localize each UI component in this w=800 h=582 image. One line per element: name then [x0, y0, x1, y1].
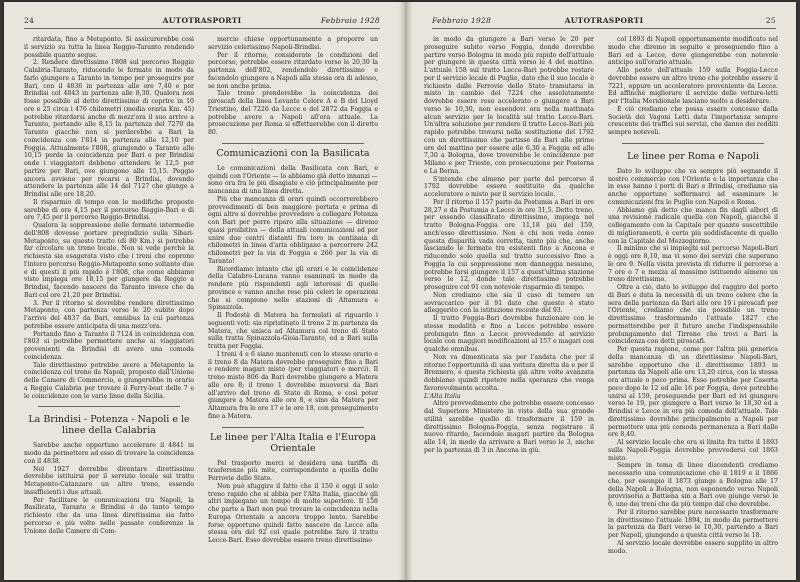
paragraph: E ciò crediamo che possa essere concesso dalla Società dei Vagoni Letti data l'importanza sempre crescente dei traffici sui servizi, che danno dei redditi sempre notevoli.	[608, 105, 778, 136]
paragraph: col 1893 di Napoli opportunamente modificato nel modo che diremo in seguito e proseguendo fino a Bari ed a Lecce, dove giungerebbe con notevole anticipo sull'orario attuale.	[608, 36, 778, 67]
paragraph: Sempre in tema di linee discendenti crediamo necessario una comunicazione che il 1819 e il 1866 che, per esempio il 1873 giunge a Bologna alle 17 della Napoli a Bologna, non esponendo verso Napoli provvisoria a Battiena sin a Bari ove giunge verso le 6, uno dei treni che da più tempo dal che dovrebbe.	[608, 462, 778, 508]
section-heading: La Brindisi - Potenza - Napoli e le linee della Calabria	[28, 414, 190, 437]
binding-gutter	[399, 2, 413, 580]
right-column-2	[608, 36, 778, 566]
paragraph: Le comunicazioni della Basilicata con Bari, e quindi con l'Oriente — lo abbiamo già detto innanzi — sono ora fra le più disagiate e ciò principalmente per mancanza di una linea diretta.	[208, 164, 378, 195]
issue-date: Febbraio 1928	[320, 16, 380, 25]
left-page	[4, 2, 400, 580]
paragraph: Al servizio locale che ora si limita fra tutte il 1893 sulla Napoli-Foggia dovrebbe provvedersi col 1863 misto.	[608, 439, 778, 462]
paragraph: Nel 1927 dovrebbe diventare direttissimo dovrebbe istituirsi per il servizio locale sul tratto Metaponto-Catanzaro un altro treno, essendo insufficienti i due attuali.	[24, 465, 194, 496]
paragraph: Sarebbe anche opportuno accelerare il 4841 in modo da permettere ad esso di trovare la coincidenza con il 4838.	[24, 442, 194, 465]
paragraph: S'intende che almeno per parte del percorso il 1792 dovrebbe essere sostituito da qualche acceleratore o misto per il servizio locale.	[424, 175, 594, 198]
paragraph: in modo da giungere a Bari verso le 20 per proseguire subito verso Foggia, donde dovrebbe partire verso Bologna in modo più rapido dell'attuale per giungere in questa città verso le 4 del mattino. L'attuale 158 sul tratto Lecce-Bari potrebbe restare per il servizio locale di Puglie, dato che il suo locale è richiesto dalle Ferrovie dello Stato tramutarsi in misto in cambio del 7224 che assolutamente dovrebbe essere reso accelerato o giungere a Bari verso le 10,30, non essendovi ora nella mattinata alcun servizio per le località sul tratto Lecce-Bari. Un'altra soluzione per rendere il tratto Lecce-Bari più rapido potrebbe trovarsi nella sostituzione del 1792 con un direttissimo che partisse da Bari alle prime ore del mattino per essere alle 6,30 a Foggia ed alle 7,30 a Bologna, dove troverebbe le coincidenze per Milano e per Trieste, con prosecuzione per Posterna e La Berna.	[424, 36, 594, 175]
paragraph: Non può sfuggire il fatto che il 150 è oggi il solo treno rapido che si abbia per l'Alta Italia, giacchè gli altri impiegano un tempo di molto superiore. Il 158 che parte a Bari non può trovare la coincidenza nella Europa Orientale a ancora troppo lento. Sarebbe forse opportuno quindi fatto nascere da Lecce alla stessa ora del 92 col quale potrebbe fare il tratto Lecce-Bari. Esso dovrebbe essere treno direttissimo	[208, 482, 378, 544]
paragraph: 3. Per il ritorno si dovrebbe rendere direttissimo Metaponto, con partenza verso le 20 subito dopo l'arrivo del 4837 da Bari, omnibus la cui partenza potrebbe essere anticipata di una mezz'ora.	[24, 299, 194, 330]
paragraph: Altro provvedimento che potrebbe essere concesso dal Superiore Ministero in vista della sua grande utilità sarebbe quello di trasformare il 159 in direttissimo Bologna-Foggia, senza registrare il nuovo ritardo, facendolo magari partire da Bologna alle 14, in modo da arrivare a Bari verso le 3, anche per la partenza di 3 in Ancona in giù.	[424, 400, 594, 454]
paragraph: Non crediamo che sia il caso di temere un sovraccarico per il 91 dato che questo è stato alleggerito con la istituzione recente del 93.	[424, 291, 594, 315]
issue-date: Febbraio 1928	[432, 16, 492, 25]
running-title: AUTOTRASPORTI	[564, 16, 644, 25]
right-column-1	[424, 36, 594, 566]
paragraph: Il Podestà di Matera ha formulati al riguardo i seguenti voti: sia ripristinato il treno 2 in partenza da Matera, che unisca ad Altamura col treno di Stato sulla tratta Spinazzola-Gioia-Taranto, ed a Bari sulla tratta per Foggia.	[208, 312, 378, 350]
left-column-1	[24, 36, 194, 566]
left-page-header	[24, 16, 380, 29]
paragraph: Ricordiamo intanto che gli orari e le coincidenze della Calabro-Lucana vanno esaminati in modo da rendere più rispondenti agli interessi di quelle province e vanno anche rese più celeri le operazioni che si compiono nelle stazioni di Altamura e Spinazzola.	[208, 265, 378, 312]
paragraph: Qualora la soppressione delle fermate intermedie dell'808 dovesse portare pregiudizio sulla Sibari-Metaponto, su questo tratto (di 80 Km.) si potrebbe far circolare un treno locale. Non si vede perchè la richiesta sia esagerata visto che i treni che coprono l'intero percorso Reggio-Metaponto sono soltanto due e di questi il più rapido è l'808, che come abbiamo visto impiega ore 18,15 per giungere da Reggio a Brindisi, facendo nascere da Taranto invece che da Bari col ore 21,20 per Brindisi.	[24, 222, 194, 299]
paragraph: Per il ritorno sarebbe pure necessario trasformare in direttissimo l'attuale 1894, in modo da permettere la partenza da Bari verso le 10,30, partendo a Bari per Napoli, giungendo a questa città verso le 18.	[608, 508, 778, 539]
paragraph: I treni 4 e 6 siano mantenuti con lo stesso orario e il treno 8 da Matera dovrebbe proseguire fino a Bari e rendere magari misto (per viaggiatori e merci). Il treno misto 806 da Bari dovrebbe giungere a Matera alle ore 8; il treno 1 dovrebbe muoversi da Bari all'arrivo del treno di Stato di Roma, e così poter giungere a Matera alle ore 8, e sino da Matera per Altamura fra le ore 17 e le ore 18, con proseguimento fino a Matera.	[208, 350, 378, 420]
paragraph: Oltre a ciò, dato lo sviluppo del raggiro del porto di Bari e data la necessità di un treno celere che la sera della partenza da Bari alle ore 19 i piroscafi per l'Oriente, crediamo che sia possibile un treno direttissimo trasformando l'attuale 1827 che permetterebbe per il futuro anche l'indispensabile prolungamento del Tirreno che trovi a Bari la coincidenza con detti piroscafi.	[608, 284, 778, 346]
paragraph: Al servizio locale dovrebbe essere supplito in altro modo.	[608, 539, 778, 555]
paragraph: Più che mancanza di orari quindi occorrerebbero provvedimenti di ben maggiore portata e prima di ogni altro si dovrebbe provvedere a collegare Potenza con Bari per porre riparo alla situazione — diremo quasi proibitiva — della attuali comunicazioni ed per unire due centri distanti fra loro in centinaia di chilometri in linea d'aria obbligano a percorrere 242 chilometri per la via di Foggia e 266 per la via di Taranto!	[208, 195, 378, 265]
paragraph: Dato lo sviluppo che va sempre più segnando il nostro commercio con l'Oriente e la importanza che in esso hanno i porti di Bari e Brindisi, crediamo sia anche opportuno soffermarci ad esaminare le comunicazioni fra le Puglie con Napoli e Roma.	[608, 167, 778, 206]
right-page	[412, 2, 796, 580]
subheading: L'Alta Italia	[424, 392, 461, 400]
paragraph: Per il ritorno il 157 parte da Postumia a Bari in ore 28,27 e da Postumia a Lecce in ore 31,5. Detto treno, per essendo classificato direttissimo, impiega nel tratto Bologna-Foggia ore 11,18 più del 159, anch'esso direttissimo. Non è chi non veda come questa disparità vada corretta, tanto più che, anche lasciando le fermate tra esistenti fino a Ancona e riducendo solo quella sul tratto successivo fino a Foggia la cui soppressione non danneggia nessuno, potrebbe farsi giungere il 157 a quest'ultima stazione verso le 12, donde tale direttissimo potrebbe proseguire col 91 con notevole risparmio di tempo.	[424, 198, 594, 291]
section-heading: Comunicazioni con la Basilicata	[216, 147, 370, 159]
section-rule	[222, 143, 364, 144]
paragraph: Portando fino a Taranto il 7124 in coincidenza con l'803 si potrebbe permettere anche ai viaggiatori provenienti da Brindisi di avere una comoda coincidenza.	[24, 330, 194, 361]
paragraph: Allo posto dell'attuale 159 sulla Foggia-Lecce dovrebbe essere un altro treno che potrebbe essere il 7221, oppure un acceleratore proveniente da Lecce. Ed affinchè migliorare il servizio delle vetture-letti per l'Italia Meridionale lasciano molto a desiderare.	[608, 67, 778, 105]
section-rule	[622, 143, 764, 144]
paragraph: Tale treno prenderebbe la coincidenza dei piroscafi della linea Levante Celere A e B del Lloyd Triestino, del 7226 da Lecce e del 2872 da Foggia e potrebbe avere a Napoli all'ora attuale. La prosecuzione per Roma si effettuerebbe con il diretto 80.	[208, 90, 378, 136]
paragraph: ritardata, fino a Metaponto. Si assicurerebbe così il servizio su tutta la linea Reggio-Taranto rendendo possibile quanto segue.	[24, 36, 194, 59]
page-number: 25	[765, 16, 776, 25]
paragraph: Abbiamo già detto che manca fin dagli albori di una revisione radicale quella con Napoli, giacchè il collegamento con la Capitale per quanto suscettibile di miglioramenti, è certo più soddisfacente di quello con la Capitale del Mezzogiorno.	[608, 206, 778, 245]
section-heading: Le linee per Roma e Napoli	[627, 150, 759, 162]
paragraph: Non va dimenticata sia per l'andata che per il ritorno l'opportunità di una vettura diretta da e per il Brennero, e questa richiesta già altre volte avanzata dobbiamo quindi ripetere nella speranza che venga favorevolmente accolta.	[424, 353, 594, 392]
paragraph: Pel trasporto merci si desidera una tariffa di trasferenze più mite, corrispondente a quella delle Ferrovie dello Stato.	[208, 459, 378, 482]
paragraph: Per facilitare le comunicazioni tra Napoli, la Basilicata, Taranto e Brindisi è da tanto tempo richiesto che da una linea direttissima sia fatto percorso e più volte nelle passate conferenze la Unione delle Camere di Com-	[24, 496, 194, 535]
paragraph: Il minimo che si impieghi sul percorso Napoli-Bari è oggi ore 8,10, ma vi sono dei servizi che superano le ore 9. Nella visita prevista di ridurre il percorso a 7 ore o 7 e mezza al massimo istituendo almeno un treno direttissimo.	[608, 245, 778, 284]
paragraph: Il risparmio di tempo con le modifiche proposte sarebbe di ore 4,15 per il percorso Reggio-Bari e di ore 7,45 per il percorso Reggio-Brindisi.	[24, 198, 194, 222]
paragraph: Per il ritorno, considerate le condizioni del percorso, potrebbe essere ritardato verso le 20,30 la partenza dell'802, rendendolo direttissimo e facendolo giungere a Napoli alla stessa ora di adesso, se non anche prima.	[208, 51, 378, 90]
right-page-header	[432, 16, 776, 29]
paragraph: mercio chiese opportunamente a proporre un servizio celerissimo Napoli-Brindisi.	[208, 36, 378, 51]
paragraph: Il tratto Foggia-Bari dovrebbe funzionare con le stesse modalità e fino a Lecce potrebbe essere prolungato fino a Lecce provvedendo al servizio locale con maggiori modificazioni al 157 e magari con qualche omnibus.	[424, 315, 594, 353]
paragraph: Tale direttissimo potrebbe avere a Metaponto la coincidenza col treno da Napoli, proposto dall'Unione delle Camere di Commercio, e giungerebbe in orario a Reggio Calabria per trovare il Ferry-boat delle 7 e le coincidenze con le varie linee della Sicilia.	[24, 361, 194, 400]
left-column-2	[208, 36, 378, 566]
section-rule	[38, 406, 180, 407]
section-rule	[222, 427, 364, 428]
page-number: 24	[24, 16, 35, 25]
section-heading: Le linee per l'Alta Italia e l'Europa Orientale	[209, 431, 377, 454]
paragraph: Per questa ragione, come per l'altra più generica della mancanza di un direttissimo Napoli-Bari, sarebbe opportuno che il direttissimo 1893 in partenza da Napoli alle ore 13,20 circa, con la stessa ora attuale o poco prima. Esso potrebbe per Caserta poco dopo le 12 ed alle 16 per Foggia, dove potrebbe unirsi al 159, proseguendo per Bari ed ivi giungere verso le 19, per giungere a Bari verso le 18,30 ed a Brindisi e Lecce in ora più comoda dell'attuale. Tale direttissimo dovrebbe principalmente a Napoli per permettere una più comoda permanenza a Bari dalle ore 8,40.	[608, 346, 778, 439]
running-title: AUTOTRASPORTI	[162, 16, 242, 25]
paragraph: 2. Rendere direttissimo l'808 sul percorso Reggio Calabria-Taranto, riducendo le fermate in modo da farlo giungere a Taranto in tempo per proseguire per Bari, con il 4836 in partenza alle ore 7,40 e per Brindisi col 4843 in partenza alle 8,30. Qualora non fosse possibile al detto direttissimo di coprire in 10 ore e 25 circa i 476 chilometri (media oraria Km. 45) potrebbe ritardarsi anche di mezz'ora il suo arrivo a Taranto, portando alle 8,15 la partenza del 7270 da Taranto giacchè non si perderebbe a Bari la coincidenza con l'814 in partenza alle 12,10 per Foggia. Attualmente l'808, giungendo a Taranto alle 10,15 perde la coincidenza per Bari e per Brindisi onde i viaggiatori debbono attendere le 12,5 per partire per Bari, ove giungono alle 15,15. Peggio ancora avviene per recarsi a Brindisi, dovendo attendere la partenza alle 14 del 7127 che giunge a Brindisi alle ore 18,20.	[24, 59, 194, 198]
magazine-spread	[4, 2, 796, 580]
